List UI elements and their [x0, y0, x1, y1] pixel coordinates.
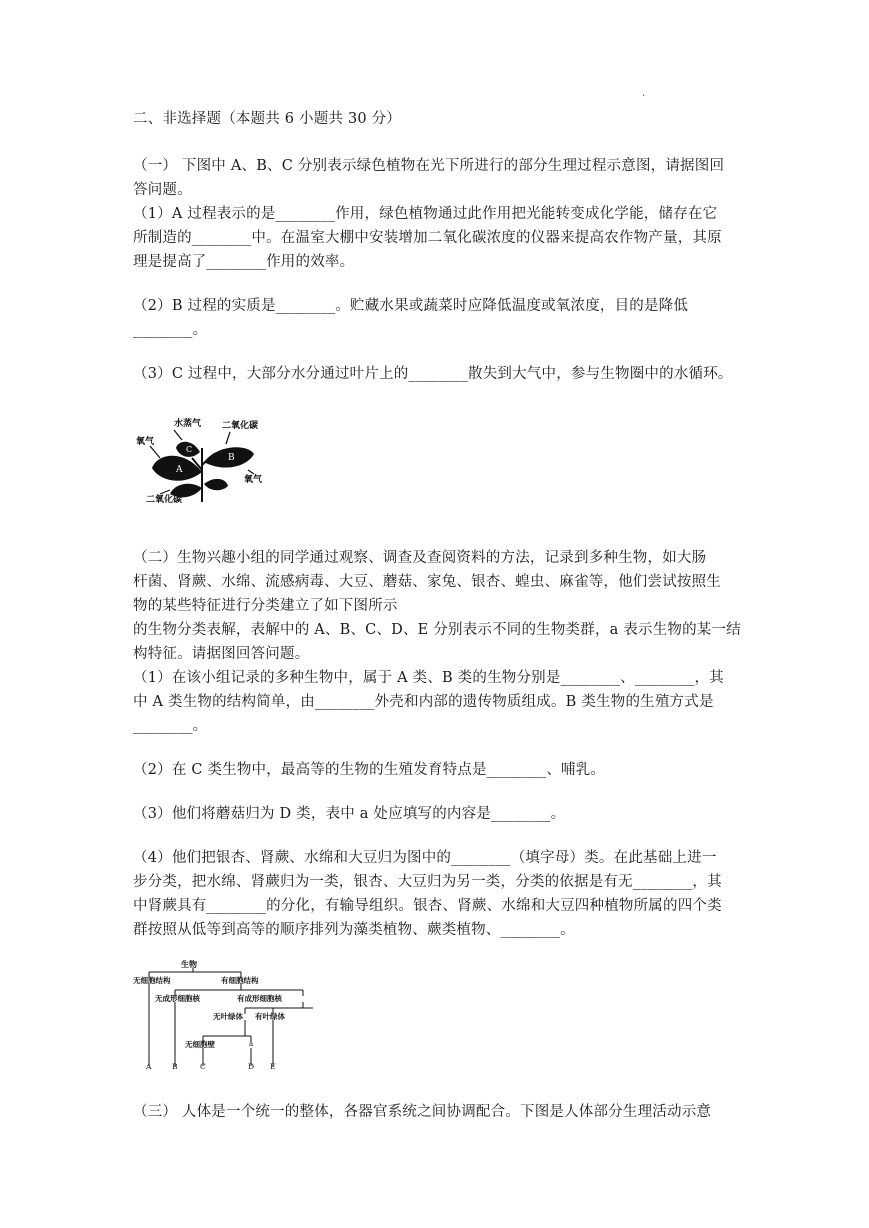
plant-process-figure	[130, 410, 270, 506]
tree-has-nucleus: 有成形细胞核	[237, 994, 282, 1003]
tree-leaf-A: A	[146, 1062, 152, 1071]
label-oxygen-left: 氧气	[136, 437, 155, 447]
q2-intro-line-5: 构特征。请据图回答问题。	[133, 646, 310, 662]
tree-leaf-E: E	[270, 1062, 276, 1071]
q2-part1-line-1: （1）在该小组记录的多种生物中，属于 A 类、B 类的生物分别是________、________，其	[133, 670, 724, 686]
label-water-vapor: 水蒸气	[174, 419, 202, 429]
q3-intro-line-1: （三） 人体是一个统一的整体，各器官系统之间协调配合。下图是人体部分生理活动示意	[133, 1104, 712, 1120]
tree-leaf-D: D	[248, 1062, 255, 1071]
q1-part3: （3）C 过程中，大部分水分通过叶片上的________散失到大气中，参与生物圈中的水循环。	[133, 366, 733, 382]
tree-leaf-B: B	[172, 1062, 178, 1071]
q2-part1-line-3: ________。	[133, 718, 208, 734]
label-oxygen-right: 氧气	[244, 475, 263, 485]
q2-part4-line-2: 步分类，把水绵、肾蕨归为一类，银杏、大豆归为另一类，分类的依据是有无________，其	[133, 874, 722, 890]
tree-has-cell: 有细胞结构	[221, 976, 259, 985]
q1-part2-line-1: （2）B 过程的实质是________。贮藏水果或蔬菜时应降低温度或氧浓度，目的是降低	[133, 298, 689, 314]
q2-part4-line-4: 群按照从低等到高等的顺序排列为藻类植物、蕨类植物、________。	[133, 922, 575, 938]
q1-part1-line-3: 理是提高了________作用的效率。	[133, 254, 355, 270]
label-co2-top: 二氧化碳	[222, 421, 259, 431]
label-C: C	[186, 445, 193, 454]
q1-part1-line-1: （1）A 过程表示的是________作用，绿色植物通过此作用把光能转变成化学能，储存在它	[133, 206, 718, 222]
tree-no-cellwall: 无细胞壁	[185, 1040, 215, 1049]
q2-part4-line-1: （4）他们把银杏、肾蕨、水绵和大豆归为图中的________（填字母）类。在此基础上进一	[133, 850, 717, 866]
header-dot: .	[642, 88, 646, 99]
classification-tree-figure	[133, 956, 313, 1072]
q2-part4-line-3: 中肾蕨具有________的分化，有输导组织。银杏、肾蕨、水绵和大豆四种植物所属的四个类	[133, 898, 722, 914]
tree-has-chloroplast: 有叶绿体	[255, 1012, 285, 1021]
q1-part1-line-2: 所制造的________中。在温室大棚中安装增加二氧化碳浓度的仪器来提高农作物产量，其原	[133, 230, 722, 246]
q2-intro-line-1: （二）生物兴趣小组的同学通过观察、调查及查阅资料的方法，记录到多种生物，如大肠	[133, 550, 707, 566]
q2-intro-line-2: 杆菌、肾蕨、水绵、流感病毒、大豆、蘑菇、家兔、银杏、蝗虫、麻雀等，他们尝试按照生	[133, 574, 721, 590]
q2-part2: （2）在 C 类生物中，最高等的生物的生殖发育特点是________、哺乳。	[133, 762, 606, 778]
q1-part2-line-2: ________。	[133, 322, 208, 338]
tree-no-nucleus: 无成形细胞核	[155, 994, 200, 1003]
label-B: B	[228, 453, 235, 463]
label-A: A	[176, 465, 183, 475]
q2-part1-line-2: 中 A 类生物的结构简单，由________外壳和内部的遗传物质组成。B 类生物的生殖方式是	[133, 694, 714, 710]
q2-intro-line-3: 物的某些特征进行分类建立了如下图所示	[133, 598, 398, 614]
q1-intro-line-2: 答问题。	[133, 182, 192, 198]
q1-intro-line-1: （一） 下图中 A、B、C 分别表示绿色植物在光下所进行的部分生理过程示意图，请据图回	[133, 158, 725, 174]
section-title: 二、非选择题（本题共 6 小题共 30 分）	[133, 111, 402, 127]
tree-leaf-C: C	[200, 1062, 206, 1071]
tree-root: 生物	[181, 959, 197, 969]
label-co2-bottom: 二氧化碳	[146, 495, 183, 505]
tree-no-cell: 无细胞结构	[133, 976, 171, 985]
tree-a: a	[249, 1040, 254, 1048]
q2-intro-line-4: 的生物分类表解，表解中的 A、B、C、D、E 分别表示不同的生物类群，a 表示生物的某一结	[133, 622, 741, 638]
q2-part3: （3）他们将蘑菇归为 D 类，表中 a 处应填写的内容是________。	[133, 806, 566, 822]
tree-no-chloroplast: 无叶绿体	[213, 1012, 243, 1021]
